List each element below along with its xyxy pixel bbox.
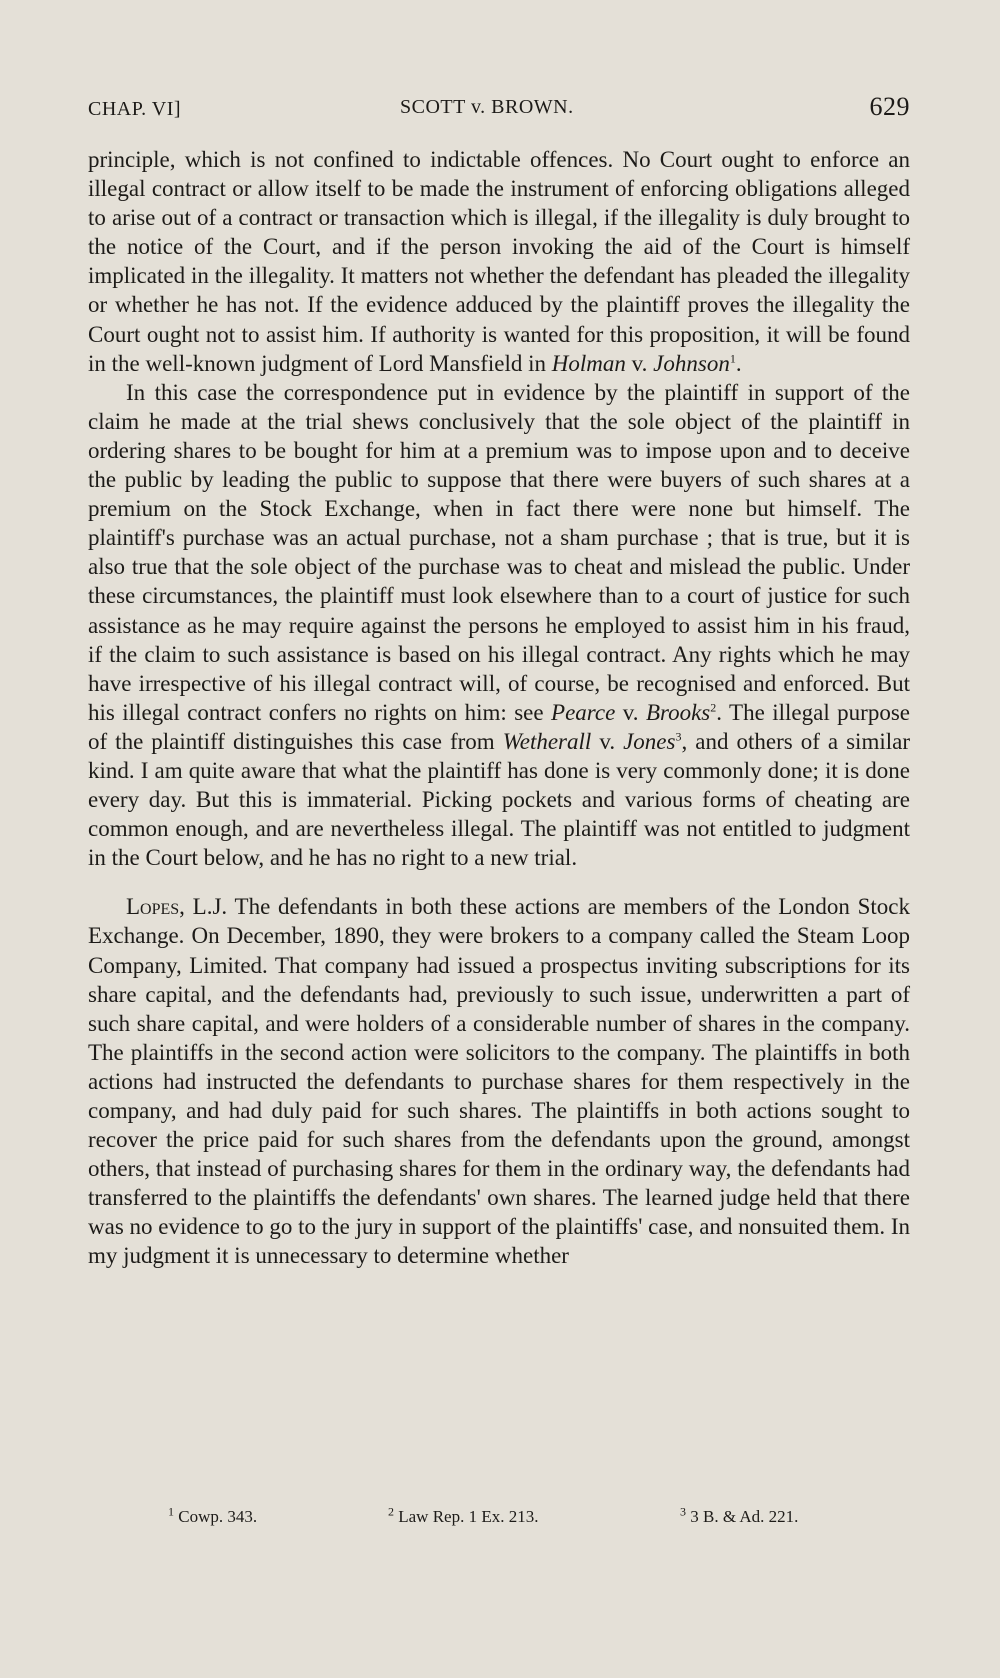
case-name: Pearce [551,699,616,725]
paragraph-text: In this case the correspondence put in evidence by the plaintiff in support of the claim he made at the trial shews conclusively that the sole object of the plaintiff in ordering shares to be bought for him at a premium was to impose upon and to deceive the public by leading the public to suppose that there were buyers of such shares at a premium on the Stock Exchange, when in fact there were none but himself. The plaintiff's purchase was an actual purchase, not a sham purchase ; that is true, but it is also true that the sole object of the purchase was to cheat and mislead the public. Under these circumstances, the plaintiff must look elsewhere than to a court of justice for such assistance as he may require against the persons he employed to assist him in his fraud, if the claim to such assistance is based on his illegal contract. Any rights which he may have irrespective of his illegal contract will, of course, be recognised and enforced. But his illegal contract confers no rights on him: see [88,379,910,725]
versus: v. [591,728,624,754]
case-title: SCOTT v. BROWN. [400,96,574,118]
footnote-ref: 2 [710,700,717,715]
paragraph-3 [88,892,910,1270]
chapter-label: CHAP. VI] [88,98,182,120]
case-name: Brooks [645,699,711,725]
footnote-ref: 1 [729,351,736,365]
versus: v. [615,699,646,725]
case-name: Wetherall [502,728,592,754]
paragraph-text: The defendants in both these actions are members of the London Stock Exchange. On December, 1890, they were brokers to a company called the Steam Loop Company, Limited. That company had issued a prospectus inviting subscriptions for its share capital, and the defendants had, previously to such issue, underwritten a part of such share capital, and were holders of a considerable number of shares in the company. The plaintiffs in the second action were solicitors to the company. The plaintiffs in both actions had instructed the defendants to purchase shares for them respectively in the company, and had duly paid for such shares. The plaintiffs in both actions sought to recover the price paid for such shares from the defendants upon the ground, amongst others, that instead of purchasing shares for them in the ordinary way, the defendants had transferred to the plaintiffs the defendants' own shares. The learned judge held that there was no evidence to go to the jury in support of the plaintiffs' case, and nonsuited them. In my judgment it is unnecessary to determine whether [88,894,910,1269]
footnote-text: Cowp. 343. [174,1507,258,1526]
case-name: Jones [623,728,676,754]
case-name: Johnson [653,350,730,376]
footnote-marker: 1 [168,1504,174,1519]
paragraph-1 [88,145,910,378]
footnote-text: Law Rep. 1 Ex. 213. [394,1507,539,1526]
judge-name: Lopes, L.J. [126,894,228,920]
punctuation: . [735,350,742,376]
footnotes [168,1504,908,1535]
footnote-1 [168,1504,258,1527]
page-number: 629 [869,92,910,121]
footnote-2 [388,1504,539,1527]
footnote-ref: 3 [675,729,682,744]
paragraph-2 [88,378,910,873]
footnote-3 [680,1504,799,1527]
footnote-marker: 3 [680,1504,686,1519]
case-name: Holman [551,350,626,376]
running-header [88,92,910,126]
footnote-text: 3 B. & Ad. 221. [686,1507,799,1526]
paragraph-text: principle, which is not confined to indictable offences. No Court ought to enforce an illegal contract or allow itself to be made the instrument of enforcing obligations alleged to arise out of a contract or transaction which is illegal, if the illegality is duly brought to the notice of the Court, and if the person invoking the aid of the Court is himself implicated in the illegality. It matters not whether the defendant has pleaded the illegality or whether he has not. If the evidence adduced by the plaintiff proves the illegality the Court ought not to assist him. If authority is wanted for this proposition, it will be found in the well-known judgment of Lord Mansfield in [88,147,910,376]
paragraph-text: . The illegal purpose of the plaintiff distinguishes this case from [88,699,910,754]
footnote-marker: 2 [388,1504,394,1519]
paragraph-text: , and others of a similar kind. I am quite aware that what the plaintiff has done is very commonly done; it is done every day. But this is immaterial. Picking pockets and various forms of cheating are common enough, and are nevertheless illegal. The plaintiff was not entitled to judgment in the Court below, and he has no right to a new trial. [88,728,910,871]
body-text [88,145,910,1271]
versus: v. [625,350,654,376]
